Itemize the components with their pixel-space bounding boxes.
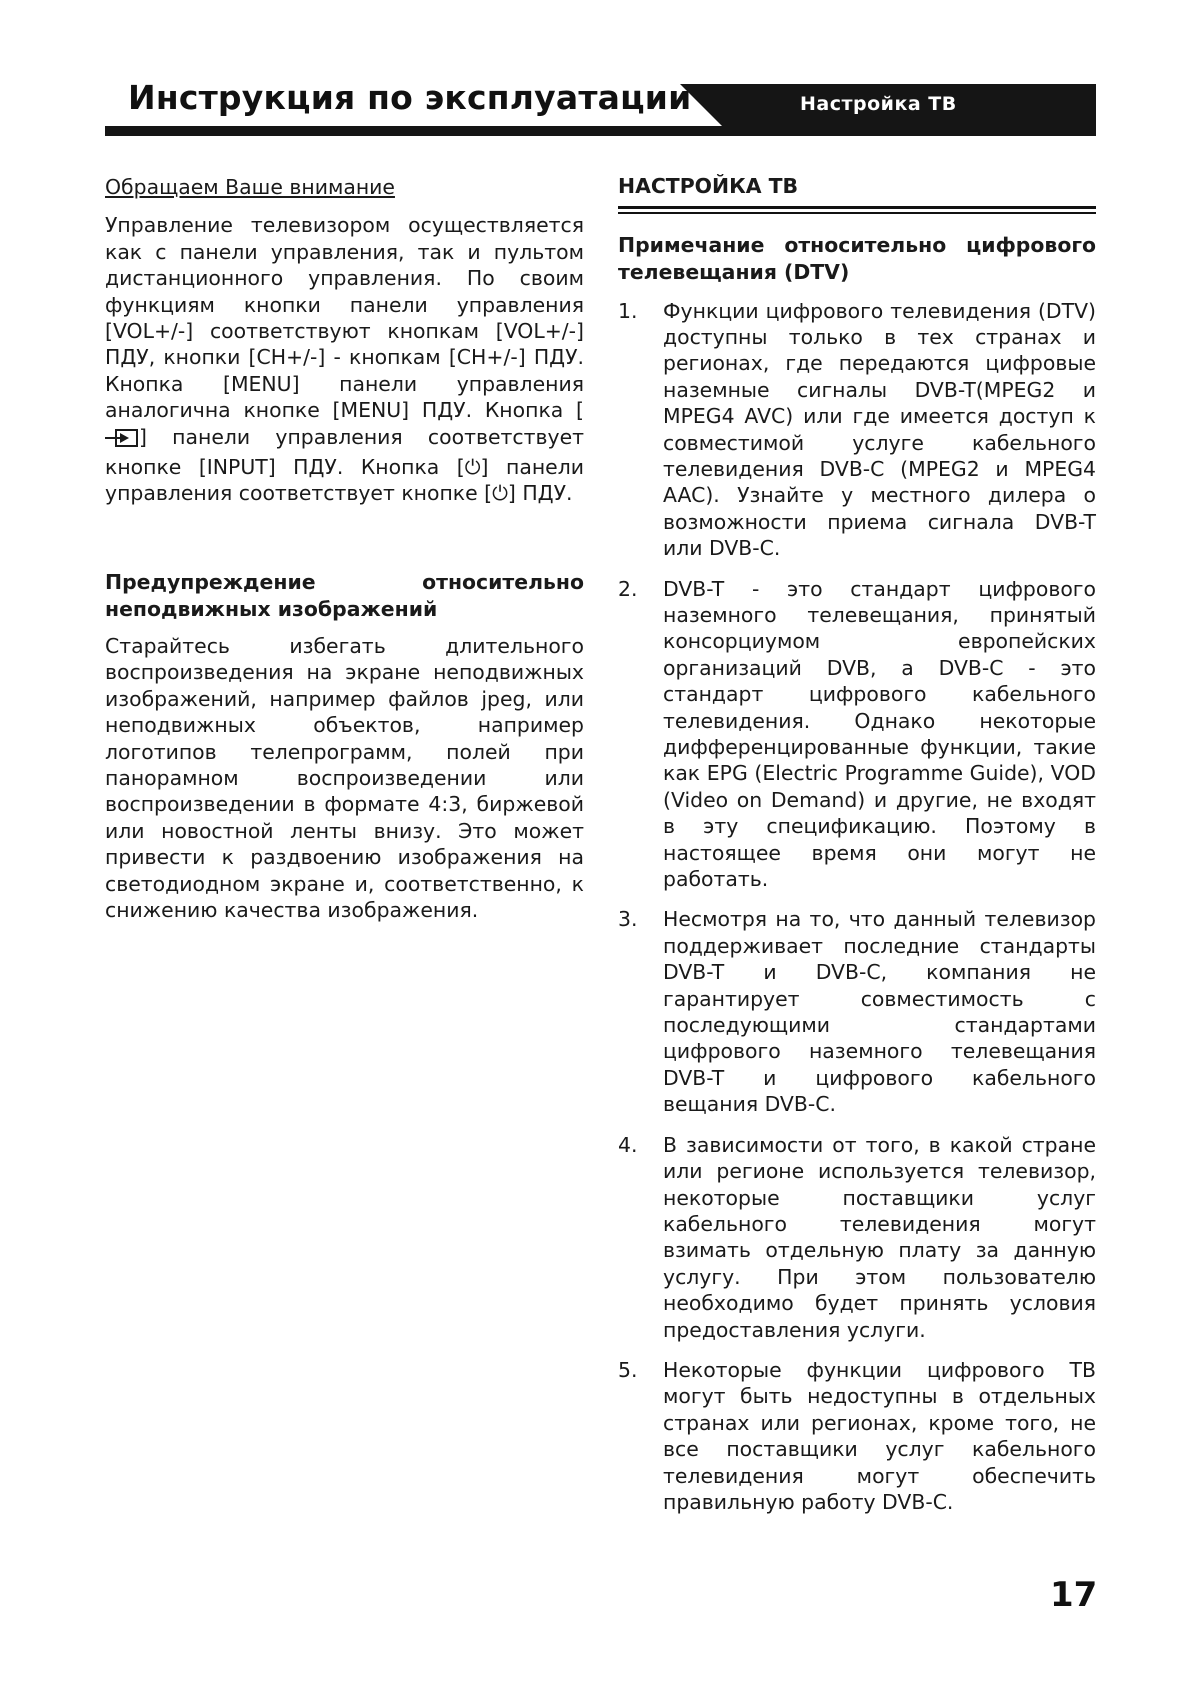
section-rule <box>618 206 1096 209</box>
dtv-note-heading: Примечание относительно цифрового телевещания (DTV) <box>618 232 1096 284</box>
warning-heading: Предупреждение относительно неподвижных изображений <box>105 569 584 621</box>
section-heading: НАСТРОЙКА ТВ <box>618 174 799 198</box>
warning-paragraph: Старайтесь избегать длительного воспроизведения на экране неподвижных изображений, например файлов jpeg, или неподвижных объектов, например логотипов телепрограмм, полей при панорамном воспроизведении или воспроизведении в формате 4:3, биржевой или новостной ленты внизу. Это может привести к раздвоению изображения на светодиодном экране и, соответственно, к снижению качества изображения. <box>105 633 584 922</box>
list-item-text: Несмотря на то, что данный телевизор поддерживает последние стандарты DVB-T и DVB-C, компания не гарантирует совместимость с последующими стандартами цифрового наземного телевещания DVB-T и цифрового кабельного вещания DVB-C. <box>663 907 1096 1117</box>
input-source-icon <box>105 428 139 454</box>
list-item <box>618 1132 1096 1343</box>
control-text-1: Управление телевизором осуществляется как с панели управления, так и пультом дистанционного управления. По своим функциям кнопки панели управления [VOL+/-] соответствуют кнопкам [VOL+/-] ПДУ, кнопки [CH+/-] - кнопкам [CH+/-] ПДУ. Кнопка [MENU] панели управления аналогична кнопке [MENU] ПДУ. Кнопка [ <box>105 213 584 423</box>
list-item-number: 2. <box>618 576 638 601</box>
list-item <box>618 1357 1096 1515</box>
list-item-text: Функции цифрового телевидения (DTV) доступны только в тех странах и регионах, где передаются цифровые наземные сигналы DVB-T(MPEG2 и MPEG4 AVC) или где имеется доступ к совместимой услуге кабельного телевидения DVB-C (MPEG2 и MPEG4 AAC). Узнайте у местного дилера о возможности приема сигнала DVB-T или DVB-C. <box>663 298 1096 561</box>
list-item-number: 4. <box>618 1132 638 1157</box>
list-item <box>618 298 1096 562</box>
list-item-text: В зависимости от того, в какой стране или регионе используется телевизор, некоторые поставщики услуг кабельного телевидения могут взимать отдельную плату за данную услугу. При этом пользователю необходимо будет принять условия предоставления услуги. <box>663 1132 1096 1342</box>
list-item <box>618 576 1096 893</box>
control-text-2: ] панели управления соответствует кнопке [INPUT] ПДУ. Кнопка [ <box>105 424 584 480</box>
document-title: Инструкция по эксплуатации <box>128 78 692 117</box>
list-item-number: 5. <box>618 1357 638 1382</box>
section-rule-thin <box>618 212 1096 214</box>
header-section-label: Настройка ТВ <box>800 93 957 115</box>
control-text-3: ] панели управления соответствует кнопке [ <box>105 455 584 506</box>
attention-heading: Обращаем Ваше внимание <box>105 175 395 199</box>
page-number: 17 <box>1050 1575 1098 1615</box>
left-column <box>105 174 584 923</box>
list-item-text: Некоторые функции цифрового ТВ могут быть недоступны в отдельных странах или регионах, кроме того, не все поставщики услуг кабельного телевидения могут обеспечить правильную работу DVB-C. <box>663 1357 1096 1514</box>
header-rule <box>105 126 1096 136</box>
power-icon: ⏻ <box>464 455 481 480</box>
list-item-text: DVB-T - это стандарт цифрового наземного телевещания, принятый консорциумом европейских организаций DVB, а DVB-C - это стандарт цифрового кабельного телевидения. Однако некоторые дифференцированные функции, такие как EPG (Electric Programme Guide), VOD (Video on Demand) и другие, не входят в эту спецификацию. Поэтому в настоящее время они могут не работать. <box>663 576 1096 892</box>
power-icon: ⏻ <box>492 481 508 506</box>
list-item-number: 1. <box>618 298 638 323</box>
list-item-number: 3. <box>618 907 638 932</box>
dtv-notes-list <box>618 298 1096 1516</box>
control-paragraph <box>105 212 584 506</box>
control-text-4: ] ПДУ. <box>507 481 573 506</box>
list-item <box>618 906 1096 1117</box>
right-column <box>618 174 1096 1529</box>
